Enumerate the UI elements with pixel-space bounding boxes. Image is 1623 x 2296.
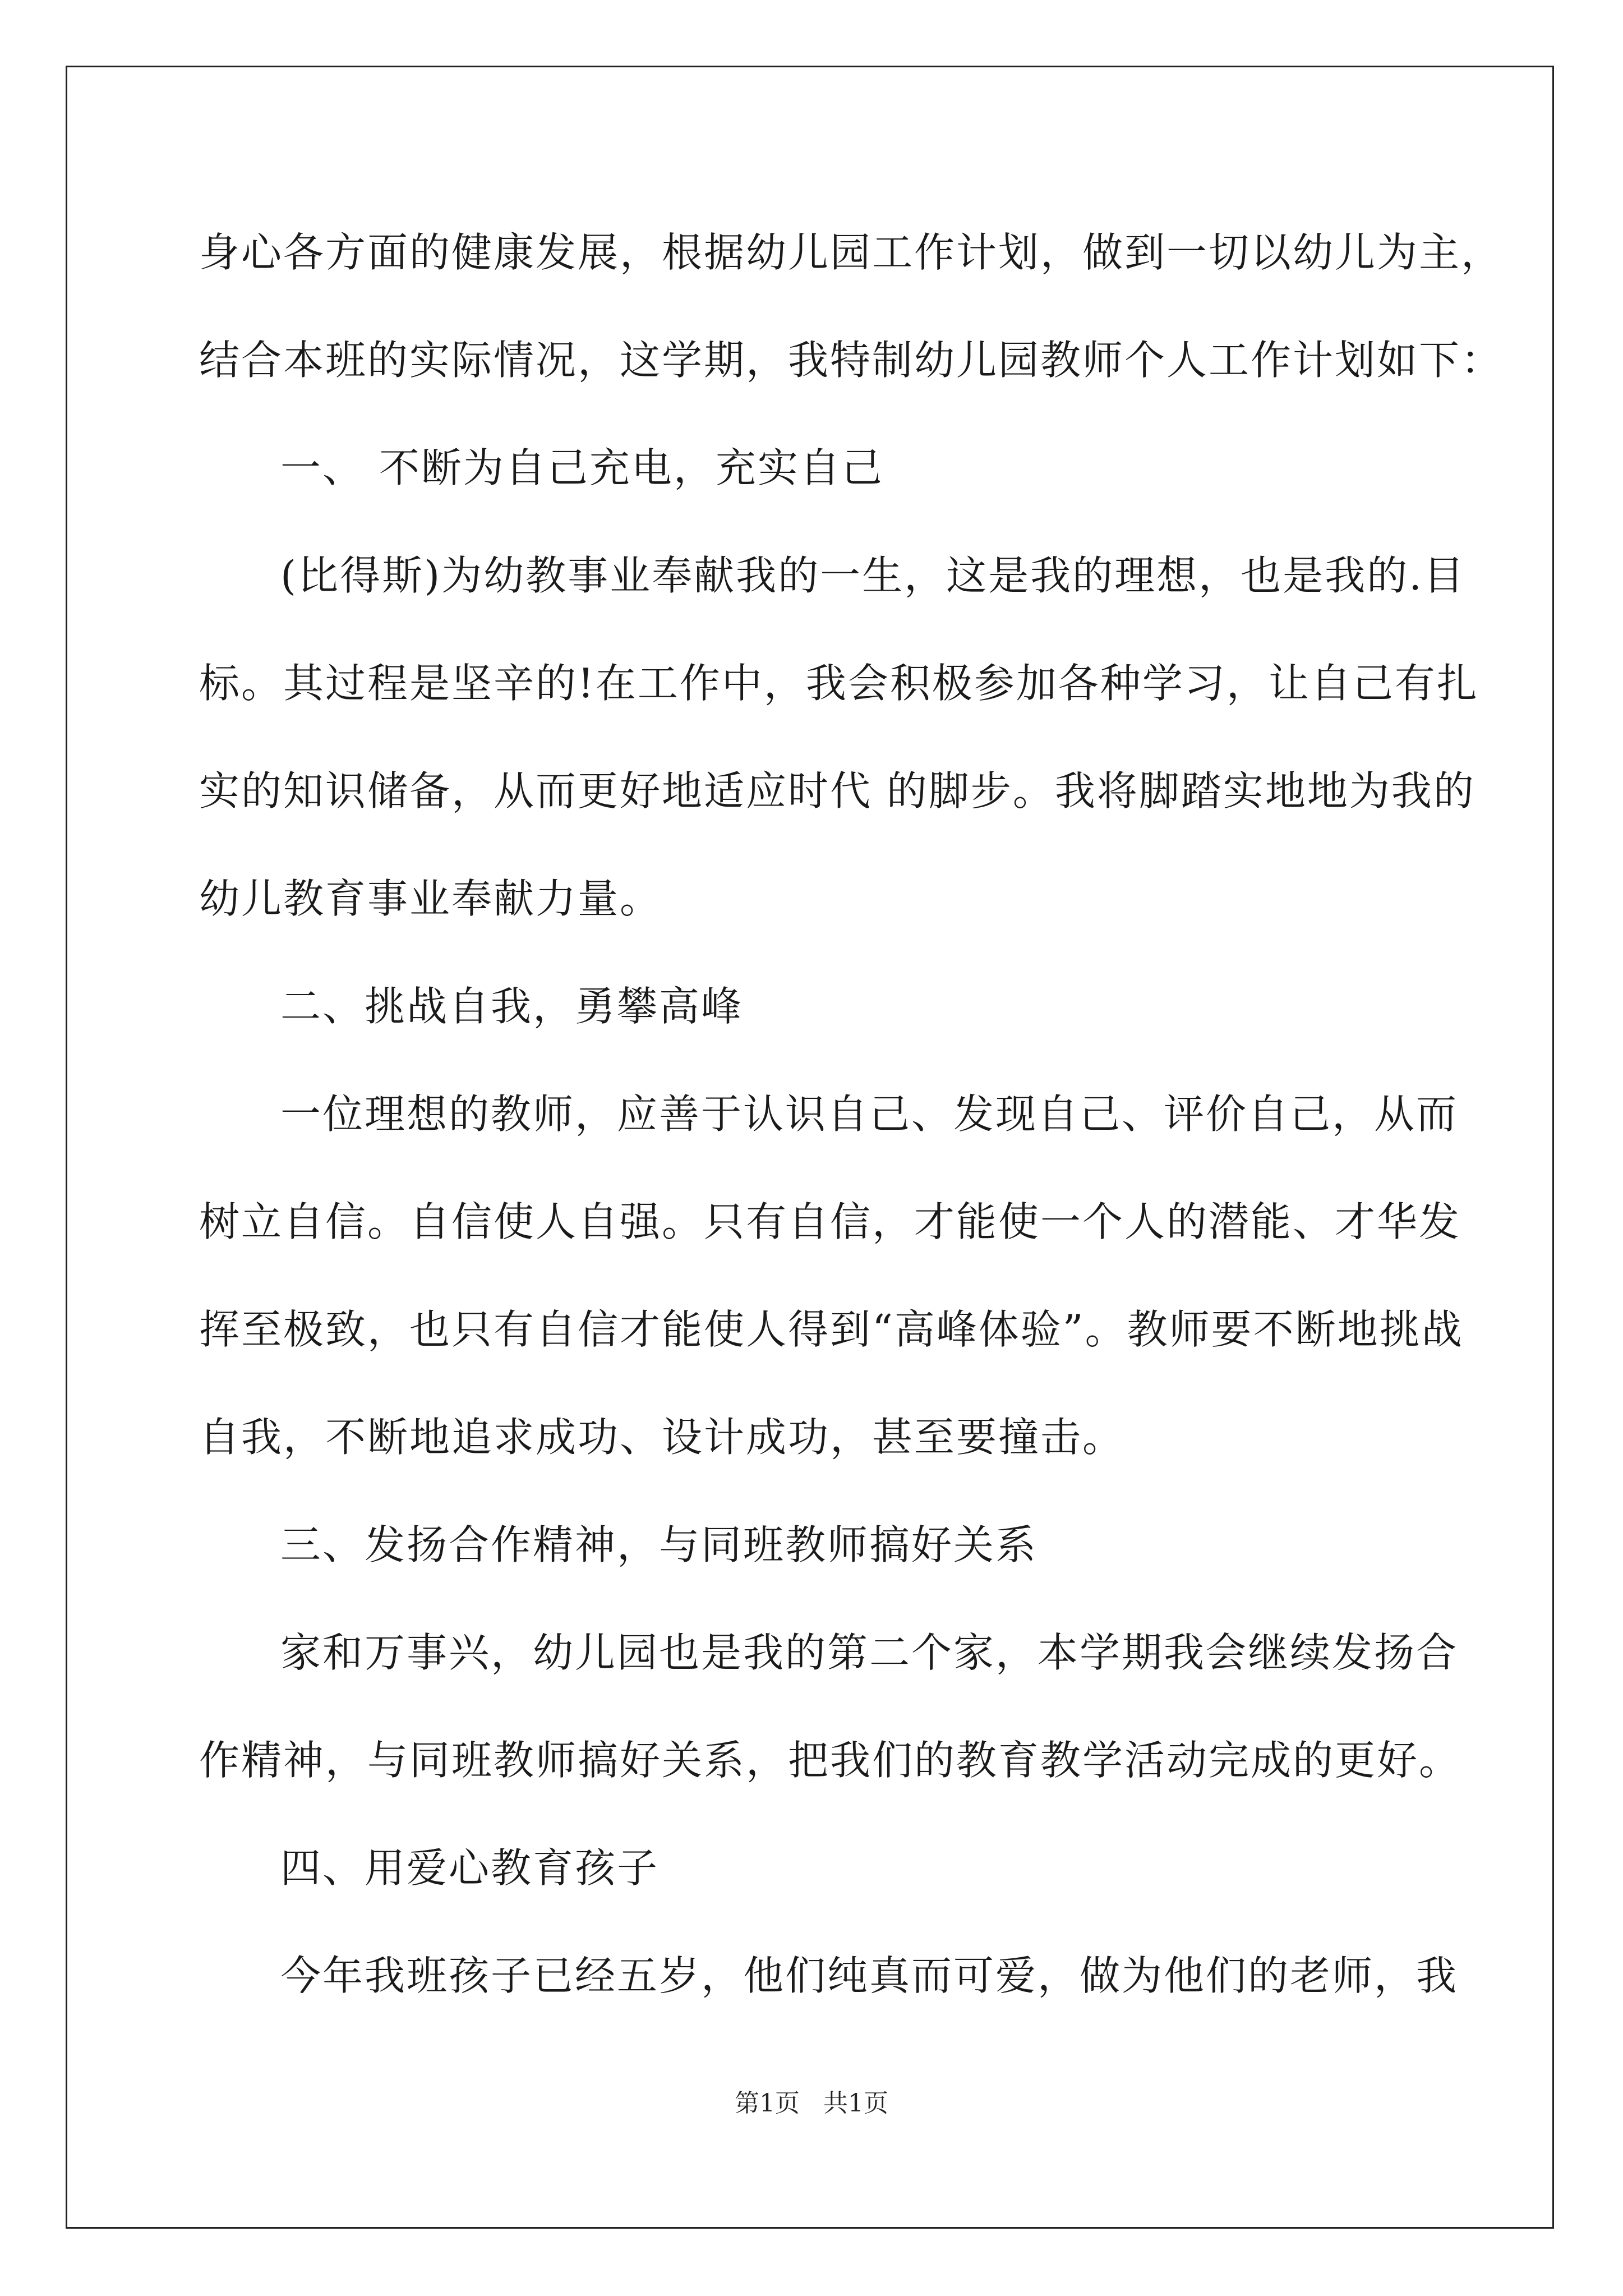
text-line-5: 标。其过程是坚辛的!在工作中，我会积极参加各种学习，让自己有扎 [199,660,1479,707]
text-line-17: 今年我班孩子已经五岁，他们纯真而可爱，做为他们的老师，我 [280,1952,1459,1999]
section-heading-4: 四、用爱心教育孩子 [280,1844,660,1892]
text-line-2: 结合本班的实际情况，这学期，我特制幼儿园教师个人工作计划如下： [199,337,1504,384]
text-line-4: (比得斯)为幼教事业奉献我的一生，这是我的理想，也是我的.目 [280,552,1466,599]
text-line-11: 挥至极致，也只有自信才能使人得到“高峰体验”。教师要不断地挑战 [199,1306,1464,1353]
section-heading-1: 一、 不断为自己充电，充实自己 [280,444,884,491]
page-number-footer: 第1页 共1页 [735,2089,888,2118]
text-line-12: 自我，不断地追求成功、设计成功，甚至要撞击。 [199,1414,1125,1461]
text-line-6: 实的知识储备，从而更好地适应时代 的脚步。我将脚踏实地地为我的 [199,767,1476,815]
text-line-1: 身心各方面的健康发展，根据幼儿园工作计划，做到一切以幼儿为主， [199,229,1504,276]
text-line-10: 树立自信。自信使人自强。只有自信，才能使一个人的潜能、才华发 [199,1198,1461,1245]
section-heading-3: 三、发扬合作精神，与同班教师搞好关系 [280,1521,1038,1568]
section-heading-2: 二、挑战自我，勇攀高峰 [280,983,744,1030]
text-line-15: 作精神，与同班教师搞好关系，把我们的教育教学活动完成的更好。 [199,1737,1461,1784]
document-body [199,216,1504,2047]
text-line-7: 幼儿教育事业奉献力量。 [199,875,662,922]
text-line-14: 家和万事兴，幼儿园也是我的第二个家，本学期我会继续发扬合 [280,1629,1459,1676]
text-line-9: 一位理想的教师，应善于认识自己、发现自己、评价自己，从而 [280,1091,1459,1138]
